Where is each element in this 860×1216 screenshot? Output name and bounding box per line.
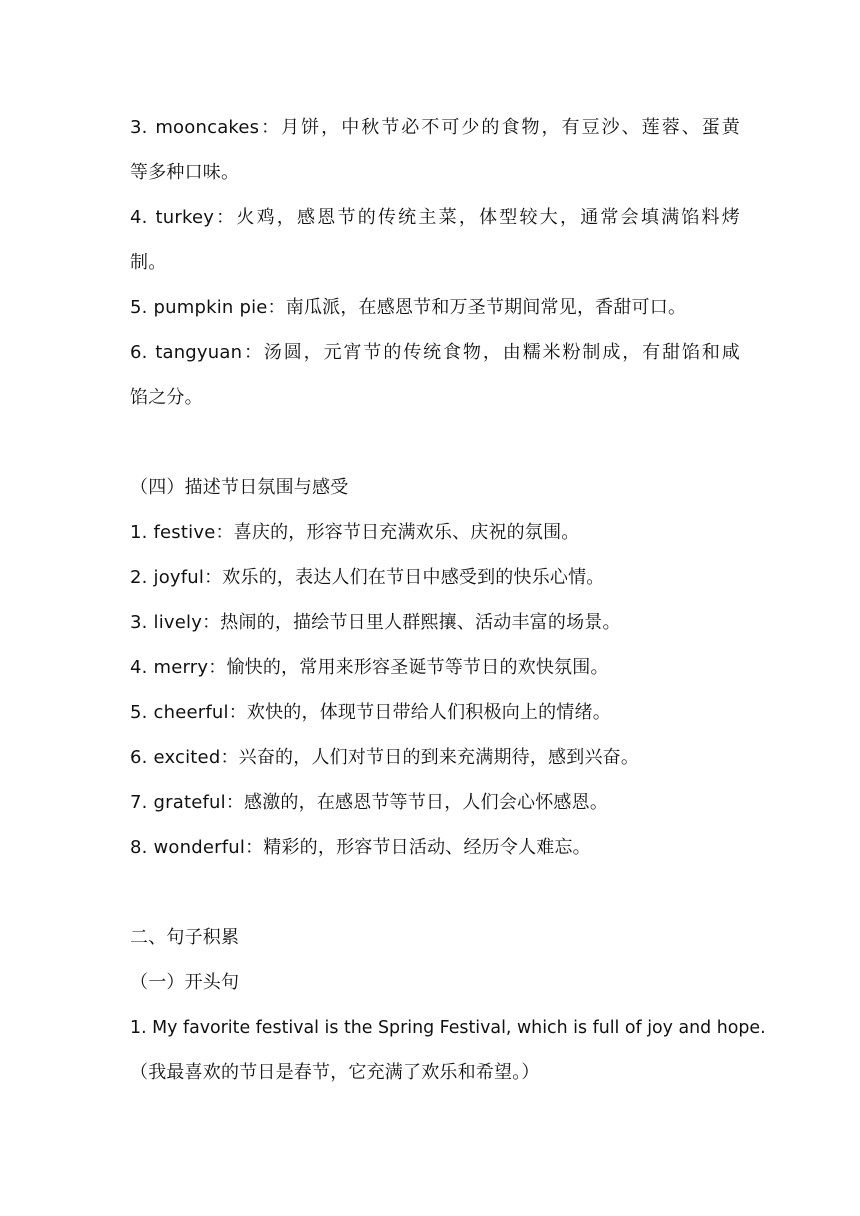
food-item-turkey-cont: 制。 <box>130 252 167 273</box>
word-item-cheerful: 5. cheerful：欢快的，体现节日带给人们积极向上的情绪。 <box>130 702 611 723</box>
section-heading-sentences: 二、句子积累 <box>130 927 240 948</box>
food-item-tangyuan: 6. tangyuan：汤圆，元宵节的传统食物，由糯米粉制成，有甜馅和咸 <box>130 342 740 363</box>
word-item-wonderful: 8. wonderful：精彩的，形容节日活动、经历令人难忘。 <box>130 837 591 858</box>
food-item-tangyuan-cont: 馅之分。 <box>130 387 203 408</box>
food-item-mooncakes-cont: 等多种口味。 <box>130 162 240 183</box>
food-item-pumpkin-pie: 5. pumpkin pie：南瓜派，在感恩节和万圣节期间常见，香甜可口。 <box>130 297 687 318</box>
food-item-turkey: 4. turkey：火鸡，感恩节的传统主菜，体型较大，通常会填满馅料烤 <box>130 207 740 228</box>
word-item-lively: 3. lively：热闹的，描绘节日里人群熙攘、活动丰富的场景。 <box>130 612 621 633</box>
sentence-item-1-translation: （我最喜欢的节日是春节，它充满了欢乐和希望。） <box>130 1062 540 1083</box>
word-item-joyful: 2. joyful：欢乐的，表达人们在节日中感受到的快乐心情。 <box>130 567 605 588</box>
word-item-excited: 6. excited：兴奋的，人们对节日的到来充满期待，感到兴奋。 <box>130 747 640 768</box>
word-item-merry: 4. merry：愉快的，常用来形容圣诞节等节日的欢快氛围。 <box>130 657 609 678</box>
food-item-mooncakes: 3. mooncakes：月饼，中秋节必不可少的食物，有豆沙、莲蓉、蛋黄 <box>130 117 740 138</box>
word-item-festive: 1. festive：喜庆的，形容节日充满欢乐、庆祝的氛围。 <box>130 522 580 543</box>
subsection-heading-openers: （一）开头句 <box>130 972 240 993</box>
word-item-grateful: 7. grateful：感激的，在感恩节等节日，人们会心怀感恩。 <box>130 792 609 813</box>
section-heading-atmosphere: （四）描述节日氛围与感受 <box>130 477 349 498</box>
sentence-item-1: 1. My favorite festival is the Spring Festival, which is full of joy and hope. <box>130 1018 766 1038</box>
